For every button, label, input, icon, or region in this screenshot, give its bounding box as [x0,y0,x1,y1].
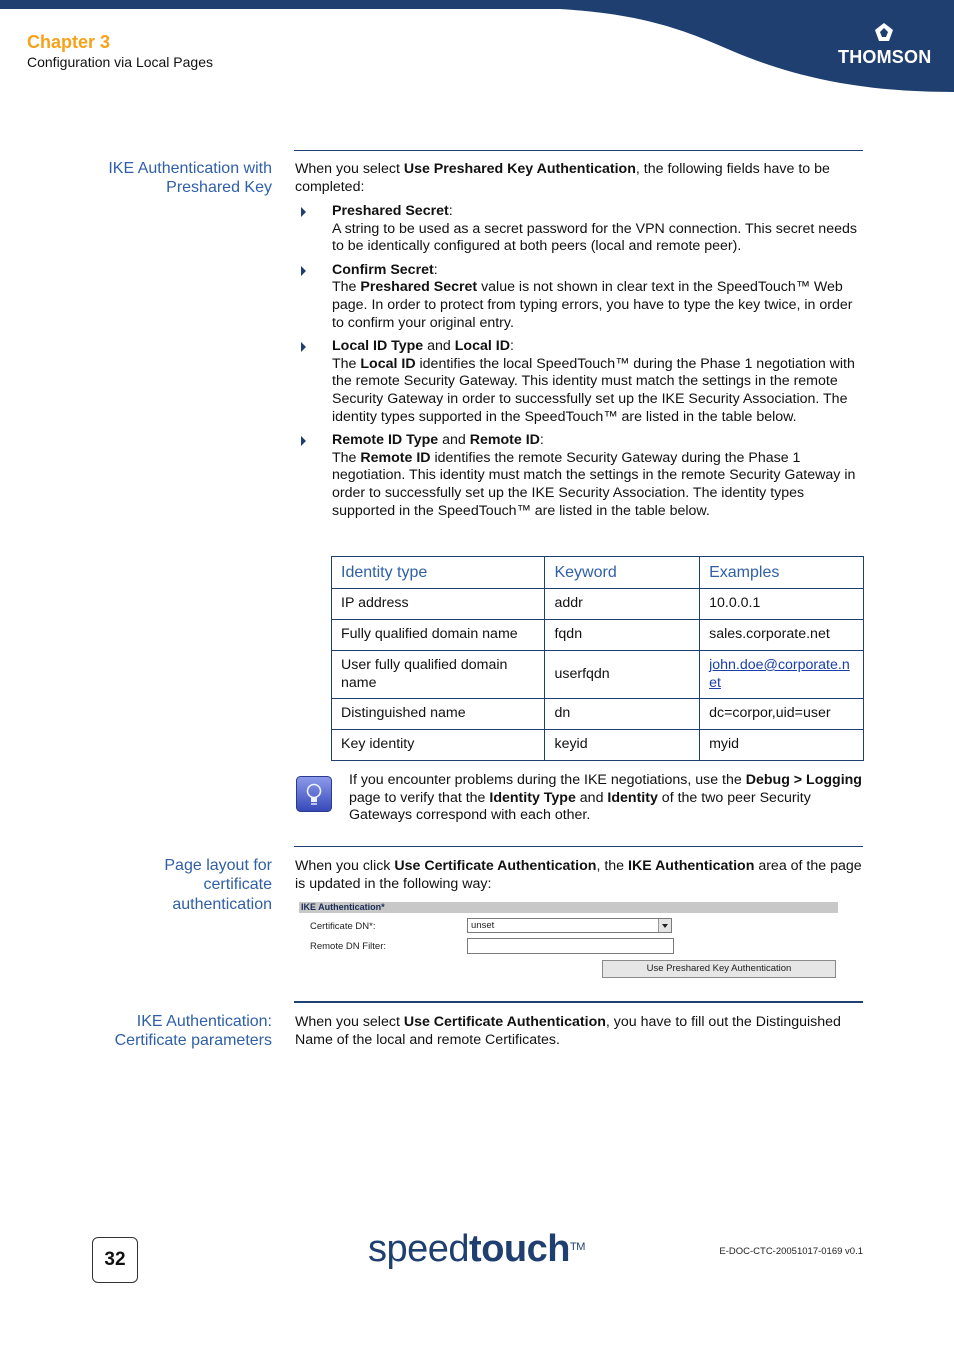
lightbulb-icon [296,776,332,812]
ike-authentication-panel [299,902,839,980]
panel-title-bar: IKE Authentication* [299,902,838,913]
table-cell: IP address [332,589,545,620]
thomson-emblem-icon [873,22,895,42]
table-row [332,699,864,730]
table-cell: myid [700,730,864,761]
table-row [332,730,864,761]
bullet-arrow-icon [301,342,306,352]
section-heading-page-layout: Page layout for certificate authentication [164,857,272,913]
section-rule [294,150,863,151]
chevron-down-icon[interactable] [658,919,671,932]
table-cell: dc=corpor,uid=user [700,699,864,730]
table-cell: addr [545,589,700,620]
intro-paragraph: When you select Use Preshared Key Authentication, the following fields have to be completed: [295,161,830,195]
bullet-arrow-icon [301,207,306,217]
table-cell: keyid [545,730,700,761]
list-item: Remote ID Type and Remote ID: The Remote ID identifies the remote Security Gateway during the Phase 1 negotiation. This identity must match the settings in the remote Security Gateway in order to successfully set up the IKE Security Association. The identity types supported in the SpeedTouch™ are listed in the table below. [295,432,863,520]
layout-paragraph: When you click Use Certificate Authentication, the IKE Authentication area of the page is updated in the following way: [295,858,862,892]
bullet-arrow-icon [301,436,306,446]
table-cell: Fully qualified domain name [332,620,545,651]
identity-types-table [331,556,864,761]
header-band [0,0,954,92]
table-cell: fqdn [545,620,700,651]
table-cell: 10.0.0.1 [700,589,864,620]
certificate-dn-label: Certificate DN*: [310,921,376,932]
table-cell [700,651,864,699]
column-header: Identity type [332,557,545,589]
certificate-paragraph: When you select Use Certificate Authentication, you have to fill out the Distinguished Name of the local and remote Certificates. [295,1014,841,1048]
table-cell: dn [545,699,700,730]
column-header: Examples [700,557,864,589]
table-cell: Distinguished name [332,699,545,730]
table-cell: sales.corporate.net [700,620,864,651]
list-item: Local ID Type and Local ID: The Local ID identifies the local SpeedTouch™ during the Phase 1 negotiation with the remote Security Gateway. This identity must match the settings in the remote Security Gateway in order to successfully set up the IKE Security Association. The identity types supported in the SpeedTouch™ are listed in the table below. [295,338,863,426]
page-number: 32 [92,1237,138,1283]
tip-note: If you encounter problems during the IKE negotiations, use the Debug > Logging page to verify that the Identity Type and Identity of the two peer Security Gateways correspond with each other. [349,772,862,824]
table-row [332,651,864,699]
field-list [295,203,863,526]
table-row [332,589,864,620]
remote-dn-filter-label: Remote DN Filter: [310,941,387,952]
use-preshared-key-button[interactable]: Use Preshared Key Authentication [602,960,836,978]
table-cell: User fully qualified domain name [332,651,545,699]
table-cell: Key identity [332,730,545,761]
section-heading-preshared: IKE Authentication with Preshared Key [108,160,272,197]
certificate-dn-select[interactable]: unset [467,918,672,933]
table-header-row [332,557,864,589]
remote-dn-filter-input[interactable] [467,938,674,954]
section-rule [294,1001,863,1003]
chapter-subtitle: Configuration via Local Pages [27,54,214,70]
document-id: E-DOC-CTC-20051017-0169 v0.1 [719,1246,863,1257]
list-item: Preshared Secret: A string to be used as a secret password for the VPN connection. This secret needs to be identically configured at both peers (local and remote peer). [295,203,863,256]
thomson-logo: THOMSON [838,47,932,67]
table-row [332,620,864,651]
column-header: Keyword [545,557,700,589]
chapter-label: Chapter 3 [27,32,111,52]
table-cell: userfqdn [545,651,700,699]
list-item: Confirm Secret: The Preshared Secret value is not shown in clear text in the SpeedTouch™ Web page. In order to protect from typing errors, you have to type the key twice, in order to confirm your original entry. [295,262,863,332]
section-heading-certificate-params: IKE Authentication: Certificate parameters [114,1013,272,1050]
section-rule [294,846,863,847]
speedtouch-logo: speedtouch™ [368,1228,585,1270]
email-link[interactable]: john.doe@corporate.net [709,657,850,691]
bullet-arrow-icon [301,266,306,276]
